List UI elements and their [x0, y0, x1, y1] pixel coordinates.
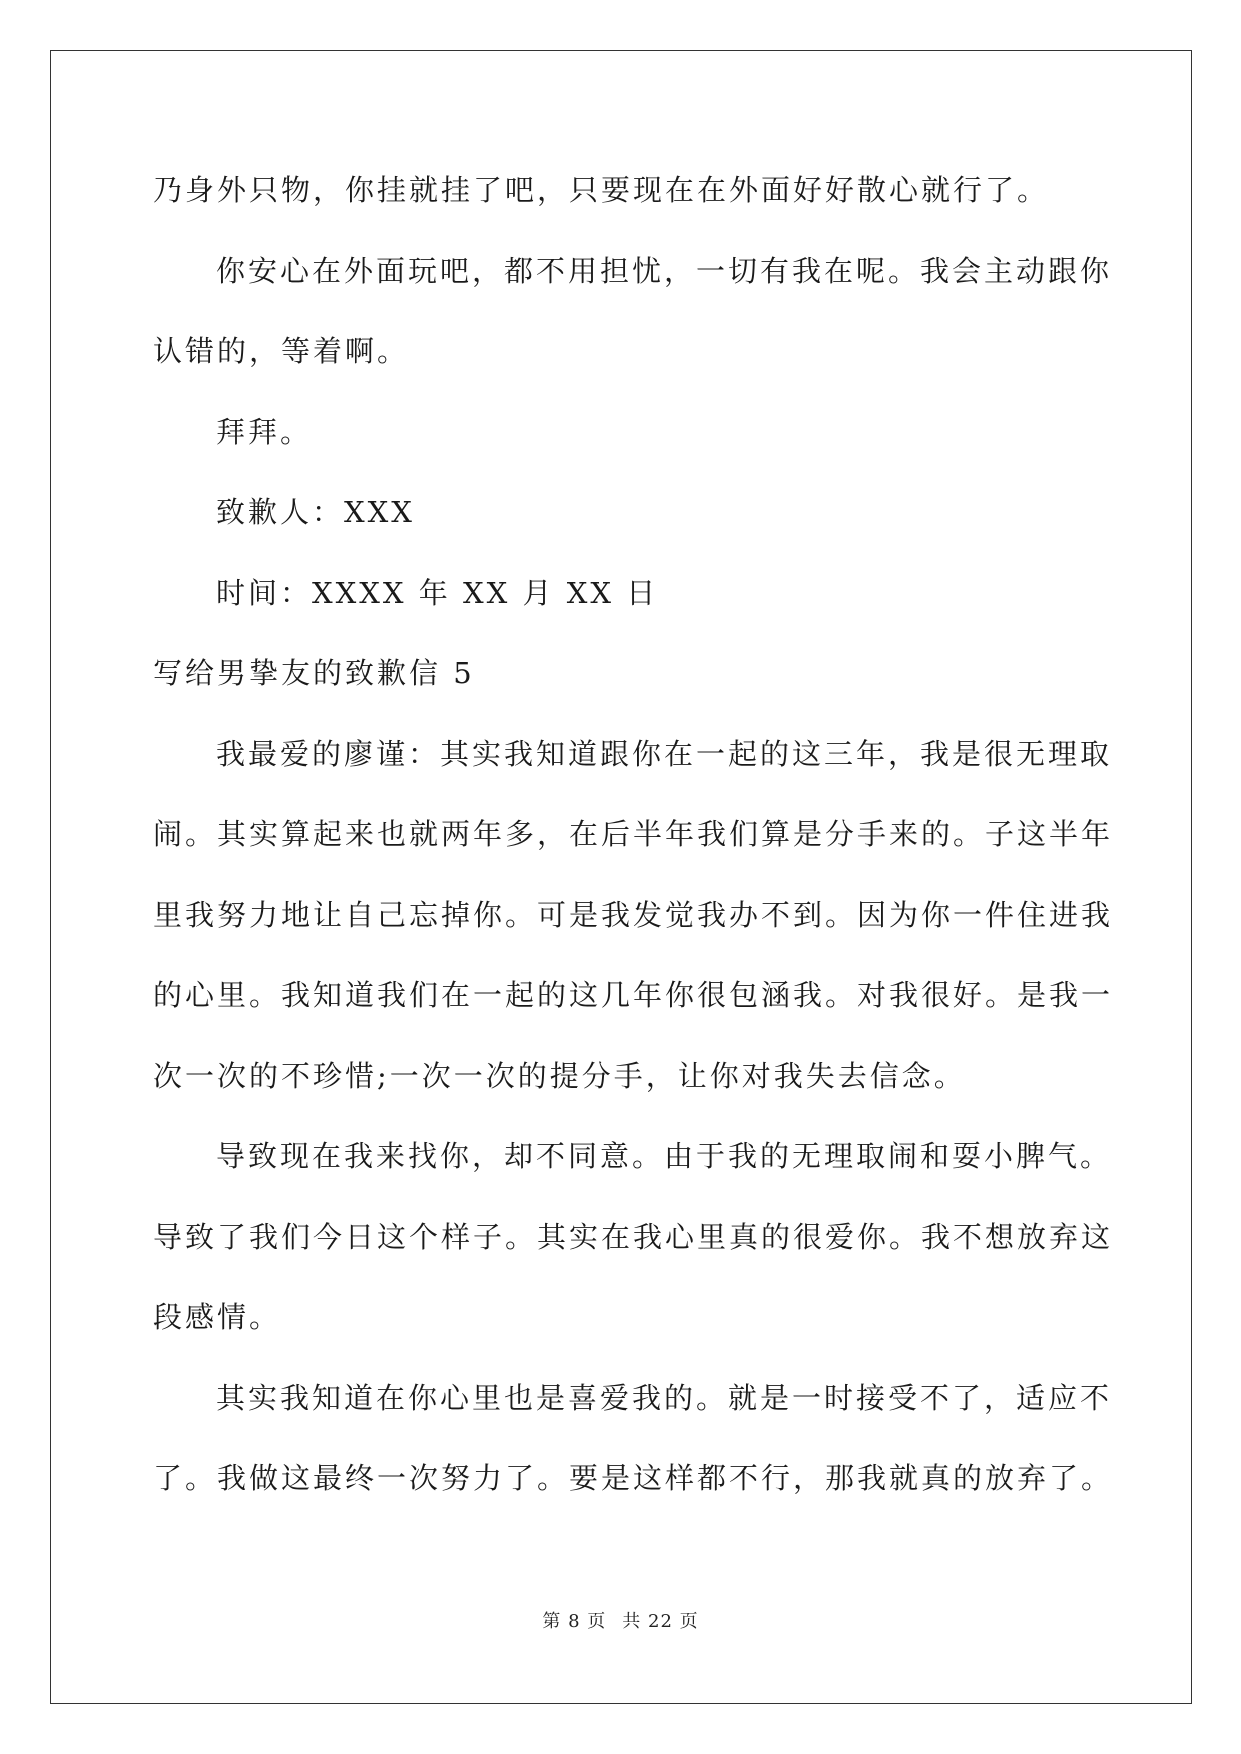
- document-body: [153, 150, 1114, 1519]
- paragraph-line: 认错的，等着啊。: [153, 334, 410, 368]
- paragraph-line: 里我努力地让自己忘掉你。可是我发觉我办不到。因为你一件住进我: [153, 897, 1114, 932]
- paragraph-line: 了。我做这最终一次努力了。要是这样都不行，那我就真的放弃了。: [153, 1461, 1114, 1495]
- paragraph-line: 乃身外只物，你挂就挂了吧，只要现在在外面好好散心就行了。: [153, 173, 1050, 207]
- paragraph-line: 你安心在外面玩吧，都不用担忧，一切有我在呢。我会主动跟你: [216, 253, 1113, 288]
- paragraph-line: 次一次的不珍惜;一次一次的提分手，让你对我失去信念。: [153, 1058, 966, 1093]
- total-pages: 共 22 页: [622, 1611, 699, 1632]
- paragraph-line: 导致现在我来找你，却不同意。由于我的无理取闹和耍小脾气。: [216, 1139, 1113, 1173]
- page-footer: [0, 1607, 1241, 1633]
- paragraph-line: 拜拜。: [216, 414, 313, 449]
- paragraph-line: 的心里。我知道我们在一起的这几年你很包涵我。对我很好。是我一: [153, 978, 1114, 1012]
- paragraph-line: 导致了我们今日这个样子。其实在我心里真的很爱你。我不想放弃这: [153, 1219, 1114, 1254]
- signature-line: 致歉人：XXX: [216, 495, 415, 529]
- section-heading: 写给男挚友的致歉信 5: [153, 656, 475, 690]
- paragraph-line: 其实我知道在你心里也是喜爱我的。就是一时接受不了，适应不: [216, 1380, 1113, 1415]
- paragraph-line: 我最爱的廖谨：其实我知道跟你在一起的这三年，我是很无理取: [216, 736, 1113, 771]
- paragraph-line: 闹。其实算起来也就两年多，在后半年我们算是分手来的。子这半年: [153, 817, 1114, 851]
- date-line: 时间：XXXX 年 XX 月 XX 日: [216, 575, 659, 610]
- page-number: 第 8 页: [542, 1611, 607, 1632]
- paragraph-line: 段感情。: [153, 1300, 282, 1334]
